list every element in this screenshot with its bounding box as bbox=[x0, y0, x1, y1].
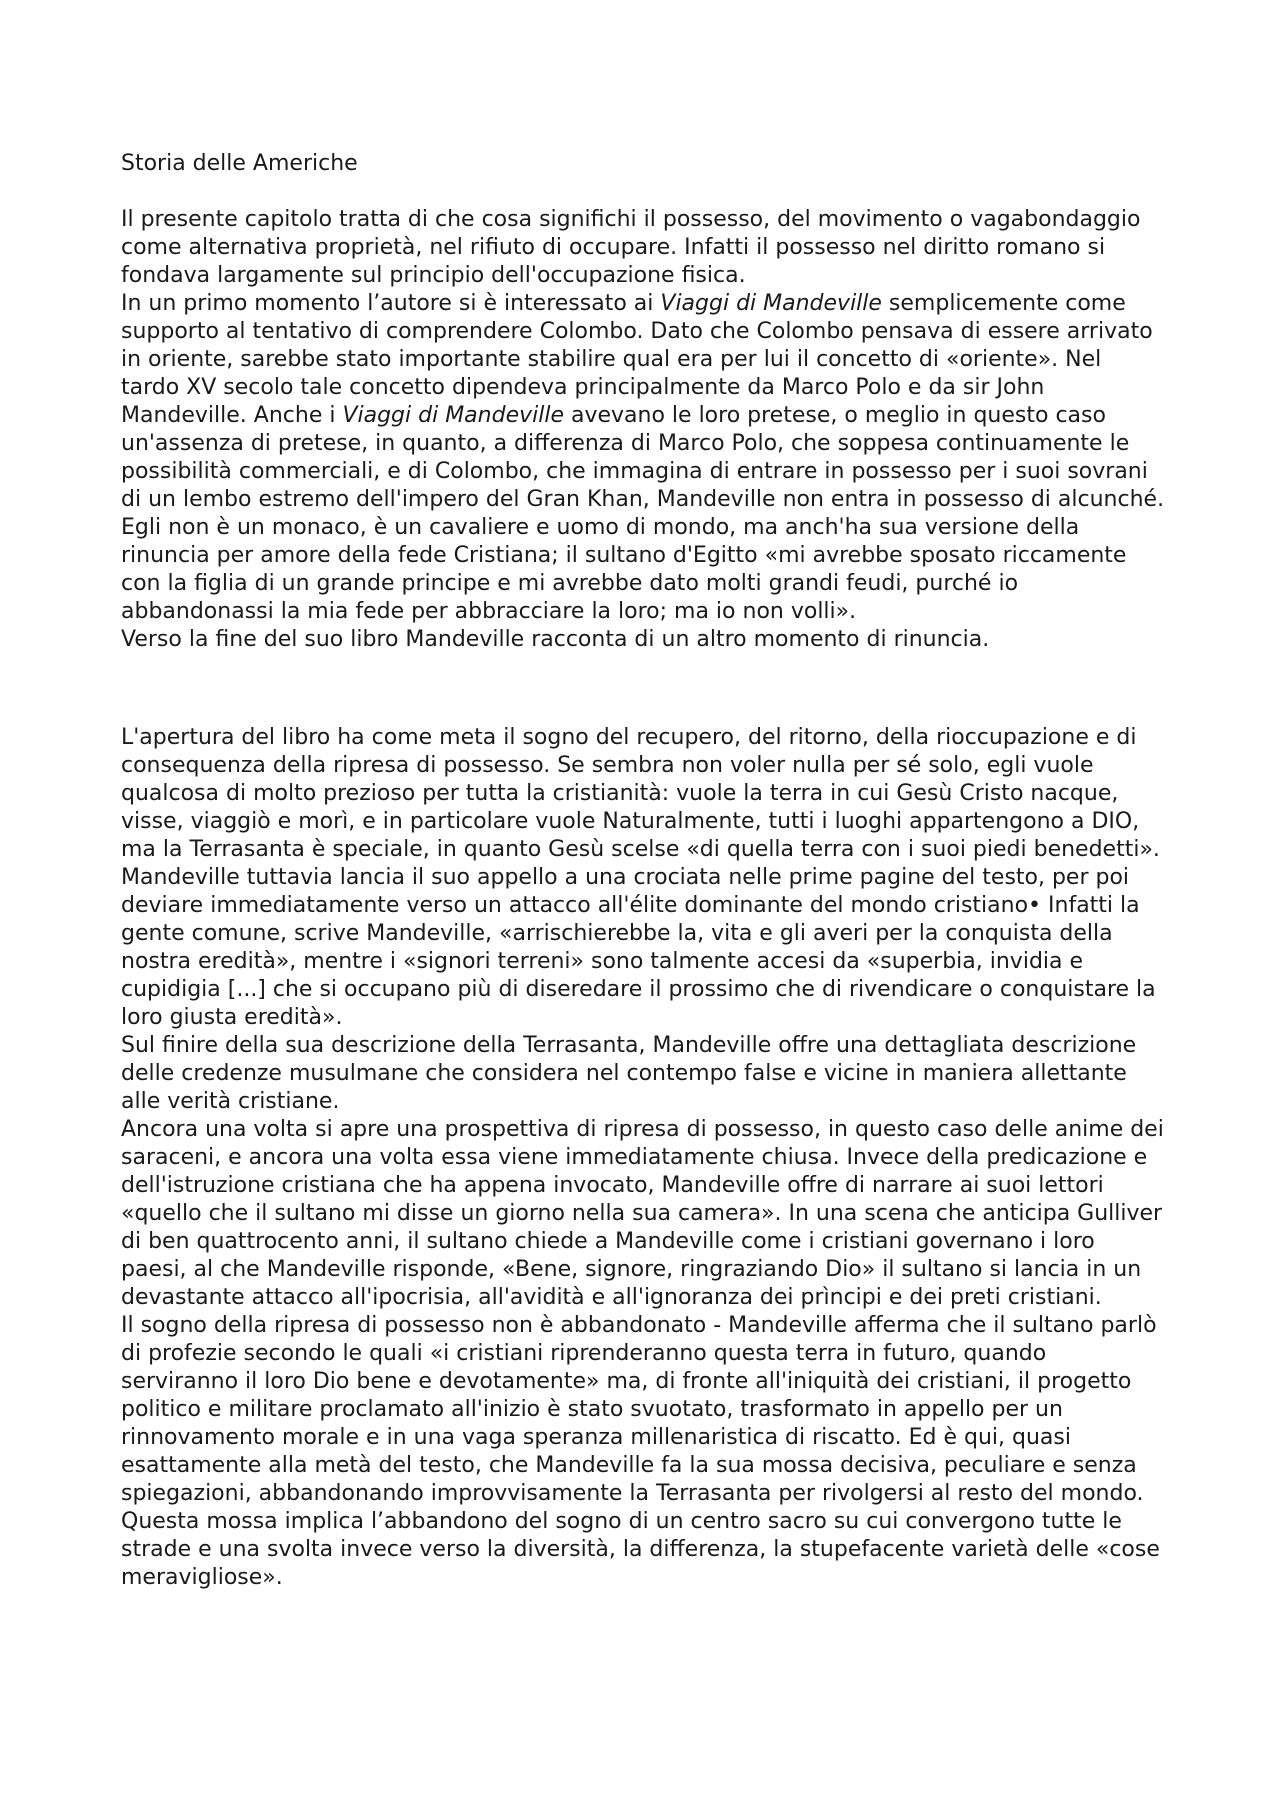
section-2 bbox=[121, 724, 1166, 1592]
paragraph: Il sogno della ripresa di possesso non è abbandonato - Mandeville afferma che il sultano parlò di profezie secondo le quali «i cristiani riprenderanno questa terra in futuro, quando serviranno il loro Dio bene e devotamente» ma, di fronte all'iniquità dei cristiani, il progetto politico e militare proclamato all'inizio è stato svuotato, trasformato in appello per un rinnovamento morale e in una vaga speranza millenaristica di riscatto. Ed è qui, quasi esattamente alla metà del testo, che Mandeville fa la sua mossa decisiva, peculiare e senza spiegazioni, abbandonando improvvisamente la Terrasanta per rivolgersi al resto del mondo. Questa mossa implica l’abbandono del sogno di un centro sacro su cui convergono tutte le strade e una svolta invece verso la diversità, la differenza, la stupefacente varietà delle «cose meravigliose». bbox=[121, 1313, 1160, 1590]
paragraph: In un primo momento l’autore si è interessato ai Viaggi di Mandeville semplicemente come supporto al tentativo di comprendere Colombo. Dato che Colombo pensava di essere arrivato in oriente, sarebbe stato importante stabilire qual era per lui il concetto di «oriente». Nel tardo XV secolo tale concetto dipendeva principalmente da Marco Polo e da sir John Mandeville. Anche i Viaggi di Mandeville avevano le loro pretese, o meglio in questo caso un'assenza di pretese, in quanto, a differenza di Marco Polo, che soppesa continuamente le possibilità commerciali, e di Colombo, che immagina di entrare in possesso per i suoi sovrani di un lembo estremo dell'impero del Gran Khan, Mandeville non entra in possesso di alcunché. bbox=[121, 291, 1165, 512]
paragraph: Verso la fine del suo libro Mandeville racconta di un altro momento di rinuncia. bbox=[121, 627, 990, 652]
paragraph: Ancora una volta si apre una prospettiva di ripresa di possesso, in questo caso delle anime dei saraceni, e ancora una volta essa viene immediatamente chiusa. Invece della predicazione e dell'istruzione cristiana che ha appena invocato, Mandeville offre di narrare ai suoi lettori «quello che il sultano mi disse un giorno nella sua camera». In una scena che anticipa Gulliver di ben quattrocento anni, il sultano chiede a Mandeville come i cristiani governano i loro paesi, al che Mandeville risponde, «Bene, signore, ringraziando Dio» il sultano si lancia in un devastante attacco all'ipocrisia, all'avidità e all'ignoranza dei prìncipi e dei preti cristiani. bbox=[121, 1117, 1164, 1310]
paragraph: L'apertura del libro ha come meta il sogno del recupero, del ritorno, della rioccupazione e di consequenza della ripresa di possesso. Se sembra non voler nulla per sé solo, egli vuole qualcosa di molto prezioso per tutta la cristianità: vuole la terra in cui Gesù Cristo nacque, visse, viaggiò e morì, e in particolare vuole Naturalmente, tutti i luoghi appartengono a DIO, ma la Terrasanta è speciale, in quanto Gesù scelse «di quella terra con i suoi piedi benedetti». bbox=[121, 725, 1160, 862]
book-title: Viaggi di Mandeville bbox=[342, 403, 564, 428]
section-spacer bbox=[121, 654, 1166, 724]
paragraph: Egli non è un monaco, è un cavaliere e uomo di mondo, ma anch'ha sua versione della rinuncia per amore della fede Cristiana; il sultano d'Egitto «mi avrebbe sposato riccamente con la figlia di un grande principe e mi avrebbe dato molti grandi feudi, purché io abbandonassi la mia fede per abbracciare la loro; ma io non volli». bbox=[121, 515, 1127, 624]
book-title: Viaggi di Mandeville bbox=[660, 291, 882, 316]
section-1 bbox=[121, 206, 1166, 654]
paragraph: Mandeville tuttavia lancia il suo appello a una crociata nelle prime pagine del testo, per poi deviare immediatamente verso un attacco all'élite dominante del mondo cristiano• Infatti la gente comune, scrive Mandeville, «arrischierebbe la, vita e gli averi per la conquista della nostra eredità», mentre i «signori terreni» sono talmente accesi da «superbia, invidia e cupidigia [...] che si occupano più di diseredare il prossimo che di rivendicare o conquistare la loro giusta eredità». bbox=[121, 865, 1156, 1030]
document-page bbox=[121, 150, 1166, 1592]
paragraph: Il presente capitolo tratta di che cosa significhi il possesso, del movimento o vagabondaggio come alternativa proprietà, nel rifiuto di occupare. Infatti il possesso nel diritto romano si fondava largamente sul principio dell'occupazione fisica. bbox=[121, 207, 1141, 288]
paragraph: Sul finire della sua descrizione della Terrasanta, Mandeville offre una dettagliata descrizione delle credenze musulmane che considera nel contempo false e vicine in maniera allettante alle verità cristiane. bbox=[121, 1033, 1137, 1114]
document-title: Storia delle Americhe bbox=[121, 151, 358, 176]
